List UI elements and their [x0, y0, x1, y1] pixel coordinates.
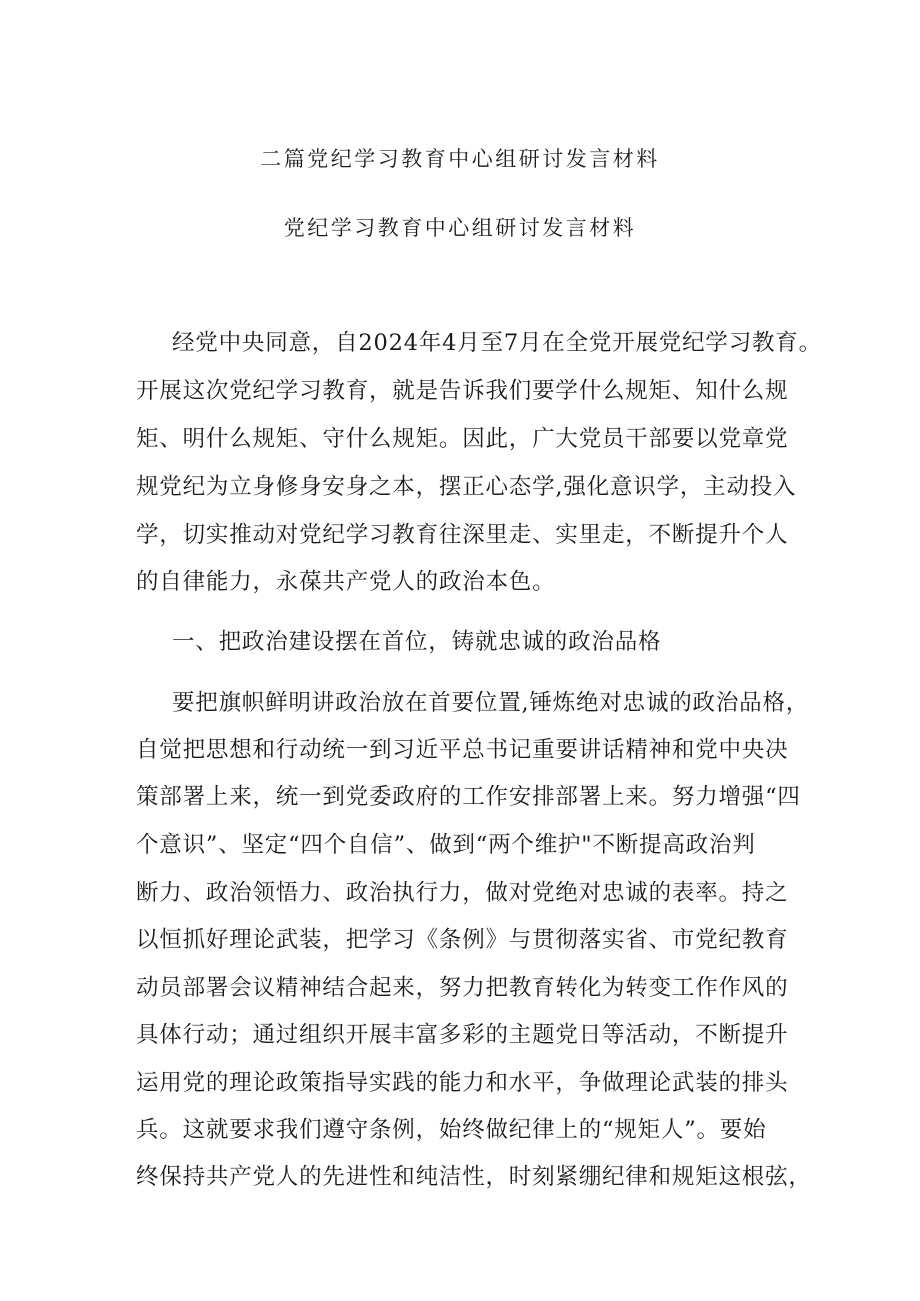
paragraph-line: 以恒抓好理论武装，把学习《条例》与贯彻落实省、市党纪教育 — [136, 927, 789, 953]
section-heading: 一、把政治建设摆在首位，铸就忠诚的政治品格 — [172, 629, 662, 655]
paragraph-line: 动员部署会议精神结合起来，努力把教育转化为转变工作作风的 — [136, 975, 789, 1001]
paragraph-line: 运用党的理论政策指导实践的能力和水平，争做理论武装的排头 — [136, 1070, 789, 1096]
paragraph-line: 经党中央同意，自2024年4月至7月在全党开展党纪学习教育。 — [172, 330, 822, 356]
paragraph-line: 断力、政治领悟力、政治执行力，做对党绝对忠诚的表率。持之 — [136, 880, 789, 906]
paragraph-line: 终保持共产党人的先进性和纯洁性，时刻紧绷纪律和规矩这根弦， — [136, 1164, 812, 1190]
paragraph-line: 的自律能力，永葆共产党人的政治本色。 — [136, 569, 556, 595]
paragraph-line: 学，切实推动对党纪学习教育往深里走、实里走，不断提升个人 — [136, 522, 789, 548]
paragraph-line: 开展这次党纪学习教育，就是告诉我们要学什么规矩、知什么规 — [136, 378, 789, 404]
paragraph-line: 矩、明什么规矩、守什么规矩。因此，广大党员干部要以党章党 — [136, 426, 789, 452]
paragraph-line: 要把旗帜鲜明讲政治放在首要位置,锤炼绝对忠诚的政治品格， — [172, 690, 810, 716]
paragraph-line: 策部署上来，统一到党委政府的工作安排部署上来。努力增强“四 — [136, 784, 801, 810]
paragraph-line: 兵。这就要求我们遵守条例，始终做纪律上的“规矩人”。要始 — [136, 1117, 767, 1143]
document-title: 二篇党纪学习教育中心组研讨发言材料 — [260, 147, 660, 171]
paragraph-line: 规党纪为立身修身安身之本，摆正心态学,强化意识学，主动投入 — [136, 474, 797, 500]
paragraph-line: 具体行动；通过组织开展丰富多彩的主题党日等活动，不断提升 — [136, 1022, 789, 1048]
paragraph-line: 自觉把思想和行动统一到习近平总书记重要讲话精神和党中央决 — [136, 737, 789, 763]
paragraph-line: 个意识”、坚定“四个自信”、做到“两个维护"不断提高政治判 — [136, 832, 756, 858]
document-subtitle: 党纪学习教育中心组研讨发言材料 — [283, 216, 637, 240]
